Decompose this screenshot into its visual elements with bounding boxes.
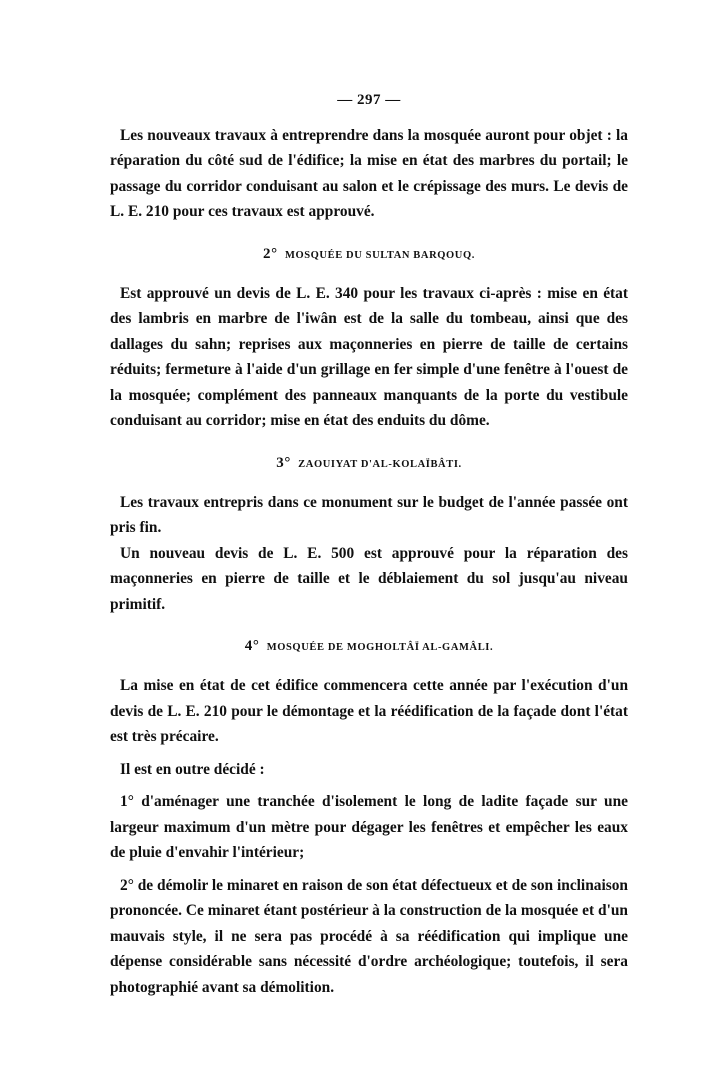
section-3-paragraph-1: Les travaux entrepris dans ce monument sur le budget de l'année passée ont pris fin. <box>110 493 628 536</box>
section-3-number: 3° <box>276 454 291 471</box>
section-4-paragraph-2: Il est en outre décidé : <box>120 760 265 778</box>
section-3-title: ZAOUIYAT D'AL-KOLAÏBÂTI. <box>298 458 462 470</box>
section-3-paragraph-2: Un nouveau devis de L. E. 500 est approuvé pour la réparation des maçonneries en pierre de taille et le déblaiement du sol jusqu'au niveau primitif. <box>110 544 628 613</box>
section-2-paragraph: Est approuvé un devis de L. E. 340 pour les travaux ci-après : mise en état des lambris en marbre de l'iwân est de la salle du tombeau, ainsi que des dallages du sahn; reprises aux maçonneries en pierre de taille de certains réduits; fermeture à l'aide d'un grillage en fer simple d'une fenêtre à l'ouest de la mosquée; complément des panneaux manquants de la porte du vestibule conduisant au corridor; mise en état des enduits du dôme. <box>110 284 628 429</box>
page-number: — 297 — <box>337 92 401 108</box>
document-page <box>110 88 628 1000</box>
section-4-number: 4° <box>244 638 260 654</box>
list-item-1: 1° d'aménager une tranchée d'isolement le long de ladite façade sur une largeur maximum d'un mètre pour dégager les fenêtres et empêcher les eaux de pluie d'envahir l'intérieur; <box>110 793 628 861</box>
section-4-paragraph-1: La mise en état de cet édifice commencera cette année par l'exécution d'un devis de L. E. 210 pour le démontage et la réédification de la façade dont l'état est très précaire. <box>110 677 628 745</box>
list-item-2: 2° de démolir le minaret en raison de son état défectueux et de son inclinaison prononcée. Ce minaret étant postérieur à la construction de la mosquée et d'un mauvais style, il ne sera pas procédé à sa réédification qui implique une dépense considérable sans nécessité d'ordre archéologique; toutefois, il sera photographié avant sa démolition. <box>110 876 628 996</box>
section-2-number: 2° <box>263 245 278 262</box>
section-3-heading <box>110 454 628 474</box>
section-2-heading <box>110 245 628 265</box>
section-4-title: MOSQUÉE DE MOGHOLTÂÏ AL-GAMÂLI. <box>266 642 494 653</box>
intro-paragraph: Les nouveaux travaux à entreprendre dans la mosquée auront pour objet : la réparation du côté sud de l'édifice; la mise en état des marbres du portail; le passage du corridor conduisant au salon et le crépissage des murs. Le devis de L. E. 210 pour ces travaux est approuvé. <box>110 126 628 220</box>
section-4-heading <box>110 637 628 657</box>
section-2-title: MOSQUÉE DU SULTAN BARQOUQ. <box>284 249 475 261</box>
